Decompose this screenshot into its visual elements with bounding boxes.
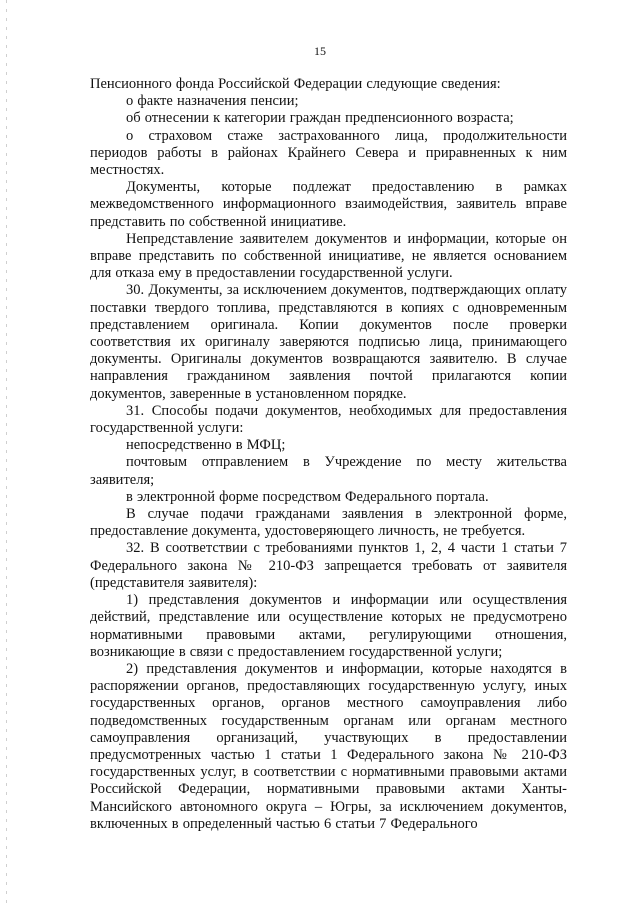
paragraph-intro: Пенсионного фонда Российской Федерации следующие сведения: [90, 76, 501, 92]
clause-32-item-2: 2) представления документов и информации, которые находятся в распоряжении органов, предоставляющих государственную услугу, иных государственных органов, органов местного самоуправления либо подведомственных государственным органам или органам местного самоуправления организаций, участвующих в предоставлении предусмотренных частью 1 статьи 1 Федерального закона № 210-ФЗ государственных услуг, в соответствии с нормативными правовыми актами Российской Федерации, нормативными правовыми актами Ханты-Мансийского автономного округа – Югры, за исключением документов, включенных в определенный частью 6 статьи 7 Федерального [90, 660, 567, 832]
list-item-electronic: в электронной форме посредством Федерального портала. [126, 488, 489, 505]
page-number: 15 [314, 44, 326, 58]
document-body [90, 76, 567, 833]
paragraph-electronic-id: В случае подачи гражданами заявления в электронной форме, предоставление документа, удостоверяющего личность, не требуется. [90, 506, 567, 540]
list-item-pension-fact: о факте назначения пенсии; [126, 93, 299, 110]
paragraph-non-submission: Непредставление заявителем документов и информации, которые он вправе представить по собственной инициативе, не является основанием для отказа ему в предоставлении государственной услуги. [90, 230, 567, 282]
list-item-insurance-record: о страховом стаже застрахованного лица, продолжительности периодов работы в районах Крайнего Севера и приравненных к ним местностях. [90, 127, 567, 179]
list-item-mfc: непосредственно в МФЦ; [126, 437, 286, 454]
list-item-postal: почтовым отправлением в Учреждение по месту жительства заявителя; [90, 454, 567, 488]
clause-30: 30. Документы, за исключением документов, подтверждающих оплату поставки твердого топлива, представляются в копиях с одновременным представлением оригинала. Копии документов после проверки соответствия их оригиналу заверяются подписью лица, принимающего документы. Оригиналы документов возвращаются заявителю. В случае направления гражданином заявления почтой прилагаются копии документов, заверенные в установленном порядке. [90, 282, 567, 402]
clause-32: 32. В соответствии с требованиями пунктов 1, 2, 4 части 1 статьи 7 Федерального закона № 210-ФЗ запрещается требовать от заявителя (представителя заявителя): [90, 540, 567, 591]
clause-31: 31. Способы подачи документов, необходимых для предоставления государственной услуги: [90, 402, 567, 437]
paragraph-interagency-documents: Документы, которые подлежат предоставлению в рамках межведомственного информационного взаимодействия, заявитель вправе представить по собственной инициативе. [90, 179, 567, 230]
list-item-pre-pension-category: об отнесении к категории граждан предпенсионного возраста; [126, 110, 514, 127]
clause-32-item-1: 1) представления документов и информации или осуществления действий, представление или осуществление которых не предусмотрено нормативными правовыми актами, регулирующими отношения, возникающие в связи с предоставлением государственной услуги; [90, 592, 567, 660]
scan-edge-mark [6, 0, 7, 905]
